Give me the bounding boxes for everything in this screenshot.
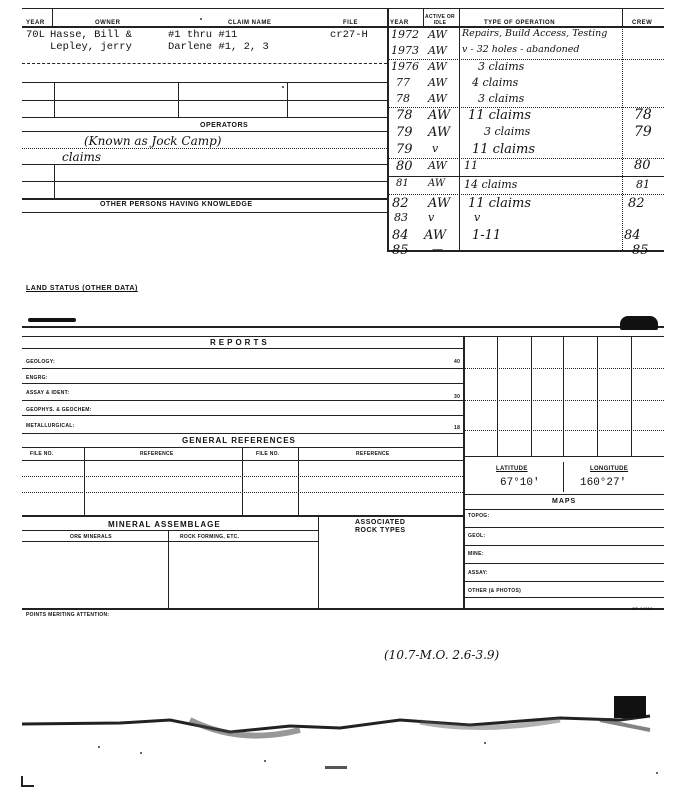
- activity-row: [388, 243, 664, 259]
- report-label: GEOLOGY:: [26, 359, 55, 365]
- activity-status: v: [432, 142, 439, 155]
- latitude-value: 67°10': [500, 477, 540, 489]
- activity-row: [388, 158, 664, 175]
- operators-title: OPERATORS: [200, 122, 249, 129]
- claim-name-header: CLAIM NAME: [228, 20, 272, 26]
- activity-operation: 3 claims: [478, 92, 525, 105]
- activity-operation: 11 claims: [468, 108, 532, 123]
- activity-status: AW: [428, 159, 447, 172]
- rock-forming-header: ROCK FORMING, ETC.: [180, 534, 240, 540]
- owner-line-1: Hasse, Bill &: [50, 29, 132, 41]
- scan-smudge: [620, 316, 658, 330]
- activity-operation: 14 claims: [464, 178, 518, 191]
- activity-status: v: [428, 211, 435, 224]
- activity-year: 80: [396, 159, 413, 174]
- ore-minerals-header: ORE MINERALS: [70, 534, 112, 540]
- owner-line-2: Lepley, jerry: [50, 41, 132, 53]
- activity-operation: 11 claims: [468, 196, 532, 211]
- activity-status: AW: [428, 60, 447, 73]
- reports-title: REPORTS: [210, 338, 270, 347]
- activity-row: [388, 195, 664, 212]
- activity-status: AW: [424, 228, 447, 243]
- activity-status: AW: [428, 76, 447, 89]
- gr-reference-header-2: REFERENCE: [356, 451, 390, 457]
- activity-year: 79: [396, 142, 413, 157]
- activity-row: [388, 141, 664, 158]
- form-number: GP-24818: [632, 606, 653, 611]
- report-label: ENGRG:: [26, 375, 48, 381]
- report-label: ASSAY & IDENT:: [26, 390, 70, 396]
- type-of-operation-header: TYPE OF OPERATION: [484, 20, 556, 26]
- crew-header: CREW: [632, 20, 653, 26]
- activity-crew: 78: [634, 107, 652, 123]
- activity-year: 77: [396, 76, 410, 89]
- file-header: FILE: [343, 20, 358, 26]
- activity-operation: 4 claims: [472, 76, 519, 89]
- activity-crew: 82: [628, 196, 645, 211]
- activity-operation: 3 claims: [478, 60, 525, 73]
- activity-row: [388, 227, 664, 244]
- activity-status: AW: [428, 92, 447, 105]
- general-references-title: GENERAL REFERENCES: [182, 436, 296, 445]
- scan-smudge: [28, 318, 76, 322]
- report-label: METALLURGICAL:: [26, 423, 75, 429]
- gr-file-no-header-2: FILE NO.: [256, 451, 280, 457]
- report-number: 18: [454, 425, 461, 431]
- activity-status: AW: [428, 44, 447, 57]
- activity-status: AW: [428, 28, 447, 41]
- activity-year: 85: [392, 243, 409, 258]
- associated-rock-types-line-1: ASSOCIATED: [355, 519, 406, 526]
- activity-year: 84: [392, 228, 409, 243]
- handwritten-note: (10.7-M.O. 2.6-3.9): [384, 648, 500, 662]
- other-persons-title: OTHER PERSONS HAVING KNOWLEDGE: [100, 201, 253, 208]
- map-row-label: MINE:: [468, 551, 484, 557]
- longitude-value: 160°27': [580, 477, 627, 489]
- file-number: cr27-H: [330, 29, 368, 41]
- activity-row: [388, 124, 664, 141]
- activity-row: [388, 59, 664, 75]
- associated-rock-types-line-2: ROCK TYPES: [355, 527, 406, 534]
- activity-status: AW: [428, 108, 451, 123]
- active-idle-header: ACTIVE OR IDLE: [425, 14, 455, 26]
- report-label: GEOPHYS. & GEOCHEM:: [26, 407, 92, 413]
- year2-header: YEAR: [390, 20, 409, 26]
- activity-status: —: [432, 243, 443, 256]
- activity-year: 1972: [391, 28, 419, 41]
- activity-crew: 84: [624, 228, 641, 243]
- activity-row: [388, 75, 664, 91]
- activity-operation: 3 claims: [484, 125, 531, 138]
- activity-year: 1973: [391, 44, 419, 57]
- activity-row: [388, 43, 664, 59]
- scan-artifacts: [0, 690, 678, 800]
- activity-row: [388, 27, 664, 43]
- activity-operation: Repairs, Build Access, Testing: [462, 28, 608, 39]
- gr-file-no-header: FILE NO.: [30, 451, 54, 457]
- activity-row: [388, 177, 664, 194]
- report-number: 30: [454, 394, 461, 400]
- activity-year: 1976: [391, 60, 419, 73]
- activity-year: 81: [396, 178, 409, 189]
- activity-crew: 80: [634, 158, 651, 173]
- points-meriting-attention: POINTS MERITING ATTENTION:: [26, 612, 110, 618]
- map-row-label: ASSAY:: [468, 570, 488, 576]
- mineral-assemblage-title: MINERAL ASSEMBLAGE: [108, 520, 221, 529]
- operators-note-line-2: claims: [62, 150, 102, 164]
- owner-header: OWNER: [95, 20, 121, 26]
- longitude-label: LONGITUDE: [590, 466, 629, 472]
- activity-row: [388, 107, 664, 124]
- activity-row: [388, 211, 664, 225]
- map-row-label: OTHER (& PHOTOS): [468, 588, 522, 594]
- activity-status: AW: [428, 125, 451, 140]
- activity-operation: 11 claims: [472, 142, 536, 157]
- activity-year: 82: [392, 196, 409, 211]
- activity-row: [388, 91, 664, 107]
- gr-reference-header: REFERENCE: [140, 451, 174, 457]
- activity-operation: 11: [464, 159, 478, 172]
- maps-title: MAPS: [552, 498, 577, 505]
- activity-crew: 85: [632, 243, 649, 258]
- map-row-label: TOPOG:: [468, 513, 490, 519]
- map-row-label: GEOL:: [468, 533, 486, 539]
- record-year: 70L: [26, 29, 45, 41]
- activity-year: 83: [394, 211, 408, 224]
- activity-operation: v - 32 holes - abandoned: [462, 44, 580, 55]
- activity-status: AW: [428, 196, 451, 211]
- activity-year: 79: [396, 125, 413, 140]
- activity-year: 78: [396, 92, 410, 105]
- year-header: YEAR: [26, 20, 45, 26]
- activity-crew: 81: [636, 178, 650, 191]
- land-status-title: LAND STATUS (OTHER DATA): [26, 285, 138, 292]
- latitude-label: LATITUDE: [496, 466, 528, 472]
- activity-status: AW: [428, 178, 446, 189]
- activity-operation: 1-11: [472, 228, 502, 243]
- activity-year: 78: [396, 108, 413, 123]
- activity-crew: 79: [634, 124, 652, 140]
- claim-line-1: #1 thru #11: [168, 29, 238, 41]
- operators-note-line-1: (Known as Jock Camp): [84, 134, 222, 148]
- claim-line-2: Darlene #1, 2, 3: [168, 41, 269, 53]
- report-number: 40: [454, 359, 461, 365]
- activity-operation: v: [474, 211, 481, 224]
